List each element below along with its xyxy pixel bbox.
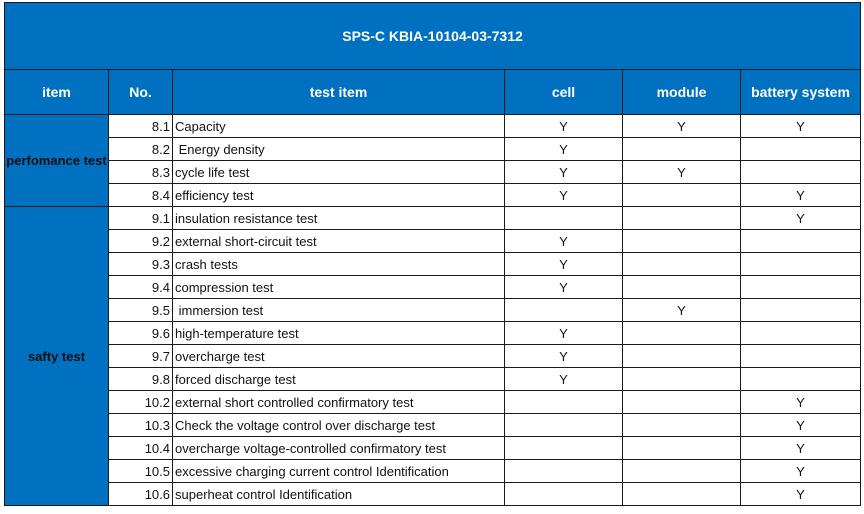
- module-mark: [623, 437, 741, 460]
- cell-mark: Y: [505, 345, 623, 368]
- table-body: [5, 115, 861, 506]
- row-number: 9.6: [109, 322, 173, 345]
- table-title: SPS-C KBIA-10104-03-7312: [5, 3, 861, 70]
- row-number: 10.2: [109, 391, 173, 414]
- test-item-name: overcharge voltage-controlled confirmatory test: [173, 437, 505, 460]
- row-number: 8.3: [109, 161, 173, 184]
- test-item-name: insulation resistance test: [173, 207, 505, 230]
- cell-mark: [505, 483, 623, 506]
- cell-mark: Y: [505, 276, 623, 299]
- row-number: 9.4: [109, 276, 173, 299]
- test-item-name: excessive charging current control Identification: [173, 460, 505, 483]
- cell-mark: Y: [505, 322, 623, 345]
- table-row: [5, 322, 861, 345]
- row-number: 10.5: [109, 460, 173, 483]
- test-item-name: cycle life test: [173, 161, 505, 184]
- battery-system-mark: [741, 138, 861, 161]
- module-mark: [623, 345, 741, 368]
- table-row: [5, 414, 861, 437]
- header-battery-system: battery system: [741, 70, 861, 115]
- table-row: [5, 483, 861, 506]
- module-mark: Y: [623, 299, 741, 322]
- module-mark: Y: [623, 115, 741, 138]
- test-item-name: external short controlled confirmatory test: [173, 391, 505, 414]
- battery-system-mark: [741, 299, 861, 322]
- cell-mark: Y: [505, 161, 623, 184]
- module-mark: [623, 276, 741, 299]
- row-number: 8.2: [109, 138, 173, 161]
- test-item-name: external short-circuit test: [173, 230, 505, 253]
- battery-system-mark: Y: [741, 391, 861, 414]
- row-number: 9.8: [109, 368, 173, 391]
- battery-system-mark: [741, 230, 861, 253]
- battery-system-mark: Y: [741, 115, 861, 138]
- row-number: 9.7: [109, 345, 173, 368]
- row-number: 9.1: [109, 207, 173, 230]
- group-label: perfomance test: [5, 115, 109, 207]
- row-number: 10.6: [109, 483, 173, 506]
- module-mark: [623, 207, 741, 230]
- header-item: item: [5, 70, 109, 115]
- table-row: [5, 299, 861, 322]
- battery-system-mark: [741, 345, 861, 368]
- table-row: [5, 138, 861, 161]
- module-mark: [623, 368, 741, 391]
- row-number: 8.1: [109, 115, 173, 138]
- cell-mark: Y: [505, 115, 623, 138]
- test-item-name: crash tests: [173, 253, 505, 276]
- cell-mark: Y: [505, 253, 623, 276]
- table-row: [5, 184, 861, 207]
- battery-system-mark: Y: [741, 437, 861, 460]
- table-row: [5, 253, 861, 276]
- row-number: 8.4: [109, 184, 173, 207]
- module-mark: [623, 460, 741, 483]
- row-number: 9.5: [109, 299, 173, 322]
- test-item-name: superheat control Identification: [173, 483, 505, 506]
- header-no: No.: [109, 70, 173, 115]
- table-row: [5, 115, 861, 138]
- test-item-name: immersion test: [173, 299, 505, 322]
- cell-mark: Y: [505, 230, 623, 253]
- header-test-item: test item: [173, 70, 505, 115]
- module-mark: [623, 483, 741, 506]
- battery-system-mark: [741, 368, 861, 391]
- row-number: 10.3: [109, 414, 173, 437]
- cell-mark: Y: [505, 368, 623, 391]
- table-row: [5, 207, 861, 230]
- module-mark: [623, 253, 741, 276]
- cell-mark: [505, 299, 623, 322]
- module-mark: [623, 230, 741, 253]
- table-row: [5, 460, 861, 483]
- table-row: [5, 437, 861, 460]
- battery-system-mark: [741, 322, 861, 345]
- header-row: [5, 70, 861, 115]
- row-number: 9.3: [109, 253, 173, 276]
- cell-mark: [505, 414, 623, 437]
- table-row: [5, 161, 861, 184]
- test-item-name: forced discharge test: [173, 368, 505, 391]
- module-mark: [623, 414, 741, 437]
- table-row: [5, 345, 861, 368]
- battery-system-mark: Y: [741, 207, 861, 230]
- row-number: 9.2: [109, 230, 173, 253]
- row-number: 10.4: [109, 437, 173, 460]
- group-label: safty test: [5, 207, 109, 506]
- battery-system-mark: Y: [741, 483, 861, 506]
- test-matrix-table: [4, 2, 861, 506]
- battery-system-mark: [741, 276, 861, 299]
- table-row: [5, 276, 861, 299]
- cell-mark: [505, 437, 623, 460]
- module-mark: [623, 391, 741, 414]
- cell-mark: [505, 207, 623, 230]
- module-mark: [623, 138, 741, 161]
- battery-system-mark: Y: [741, 184, 861, 207]
- test-item-name: compression test: [173, 276, 505, 299]
- header-cell: cell: [505, 70, 623, 115]
- module-mark: Y: [623, 161, 741, 184]
- header-module: module: [623, 70, 741, 115]
- table-row: [5, 230, 861, 253]
- test-item-name: efficiency test: [173, 184, 505, 207]
- module-mark: [623, 184, 741, 207]
- cell-mark: Y: [505, 184, 623, 207]
- battery-system-mark: Y: [741, 414, 861, 437]
- test-item-name: Energy density: [173, 138, 505, 161]
- test-item-name: overcharge test: [173, 345, 505, 368]
- module-mark: [623, 322, 741, 345]
- spec-table-sheet: [4, 2, 860, 506]
- cell-mark: [505, 391, 623, 414]
- cell-mark: Y: [505, 138, 623, 161]
- battery-system-mark: [741, 161, 861, 184]
- table-row: [5, 368, 861, 391]
- battery-system-mark: Y: [741, 460, 861, 483]
- test-item-name: Check the voltage control over discharge test: [173, 414, 505, 437]
- cell-mark: [505, 460, 623, 483]
- test-item-name: Capacity: [173, 115, 505, 138]
- battery-system-mark: [741, 253, 861, 276]
- test-item-name: high-temperature test: [173, 322, 505, 345]
- table-row: [5, 391, 861, 414]
